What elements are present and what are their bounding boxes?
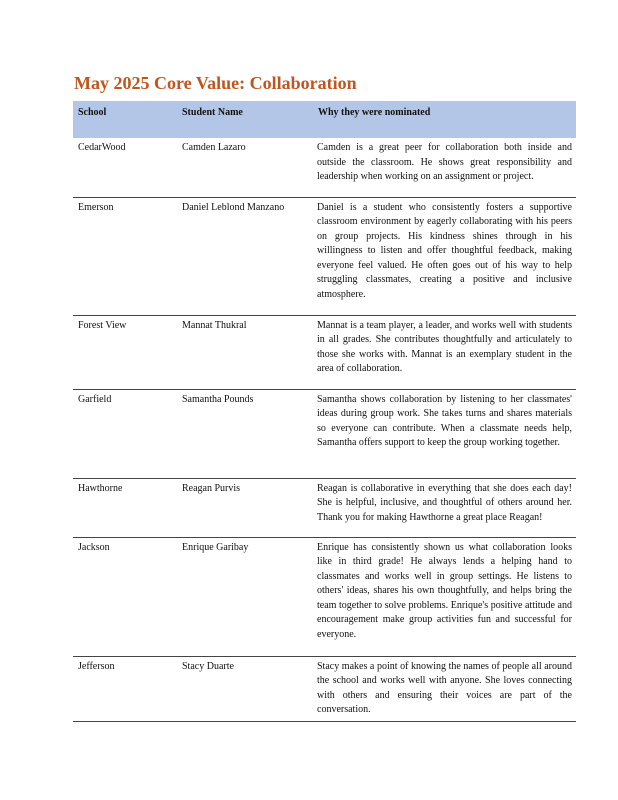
table-row	[73, 197, 576, 315]
nominations-table	[73, 101, 576, 722]
reason-cell: Reagan is collaborative in everything that she does each day! She is helpful, inclusive, and thoughtful of others around her. Thank you for making Hawthorne a great place Reagan!	[313, 478, 576, 537]
school-cell: Hawthorne	[73, 478, 177, 537]
table-row	[73, 656, 576, 721]
student-cell: Daniel Leblond Manzano	[177, 197, 313, 315]
reason-cell: Stacy makes a point of knowing the names of people all around the school and works well with anyone. She loves connecting with others and ensuring their voices are part of the conversation.	[313, 656, 576, 721]
table-row	[73, 389, 576, 478]
student-cell: Reagan Purvis	[177, 478, 313, 537]
reason-cell: Camden is a great peer for collaboration both inside and outside the classroom. He shows great responsibility and leadership when working on an assignment or project.	[313, 138, 576, 197]
school-cell: CedarWood	[73, 138, 177, 197]
reason-cell: Mannat is a team player, a leader, and works well with students in all grades. She contributes thoughtfully and articulately to those she works with. Mannat is an exemplary student in the area of collaboration.	[313, 315, 576, 389]
reason-cell: Samantha shows collaboration by listening to her classmates' ideas during group work. She takes turns and shares materials so everyone can contribute. When a classmate needs help, Samantha offers support to keep the group working together.	[313, 389, 576, 478]
student-cell: Enrique Garibay	[177, 537, 313, 656]
reason-cell: Enrique has consistently shown us what collaboration looks like in third grade! He always lends a helping hand to classmates and works well in group settings. He listens to others' ideas, shares his own thoughtfully, and helps bring the team together to solve problems. Enrique's positive attitude and encouragement make group activities fun and successful for everyone.	[313, 537, 576, 656]
school-cell: Garfield	[73, 389, 177, 478]
school-cell: Forest View	[73, 315, 177, 389]
header-row	[73, 101, 576, 138]
student-cell: Mannat Thukral	[177, 315, 313, 389]
student-cell: Samantha Pounds	[177, 389, 313, 478]
table-header	[73, 101, 576, 138]
school-cell: Emerson	[73, 197, 177, 315]
table-row	[73, 478, 576, 537]
table-body	[73, 138, 576, 721]
reason-cell: Daniel is a student who consistently fosters a supportive classroom environment by eagerly collaborating with his peers on group projects. His kindness shines through in his willingness to listen and offer thoughtful feedback, making everyone feel valued. He often goes out of his way to help struggling classmates, creating a positive and inclusive atmosphere.	[313, 197, 576, 315]
header-reason: Why they were nominated	[313, 101, 576, 138]
table-row	[73, 315, 576, 389]
school-cell: Jackson	[73, 537, 177, 656]
student-cell: Stacy Duarte	[177, 656, 313, 721]
table-row	[73, 537, 576, 656]
table-row	[73, 138, 576, 197]
header-school: School	[73, 101, 177, 138]
school-cell: Jefferson	[73, 656, 177, 721]
student-cell: Camden Lazaro	[177, 138, 313, 197]
page-title: May 2025 Core Value: Collaboration	[74, 73, 357, 93]
header-student-name: Student Name	[177, 101, 313, 138]
